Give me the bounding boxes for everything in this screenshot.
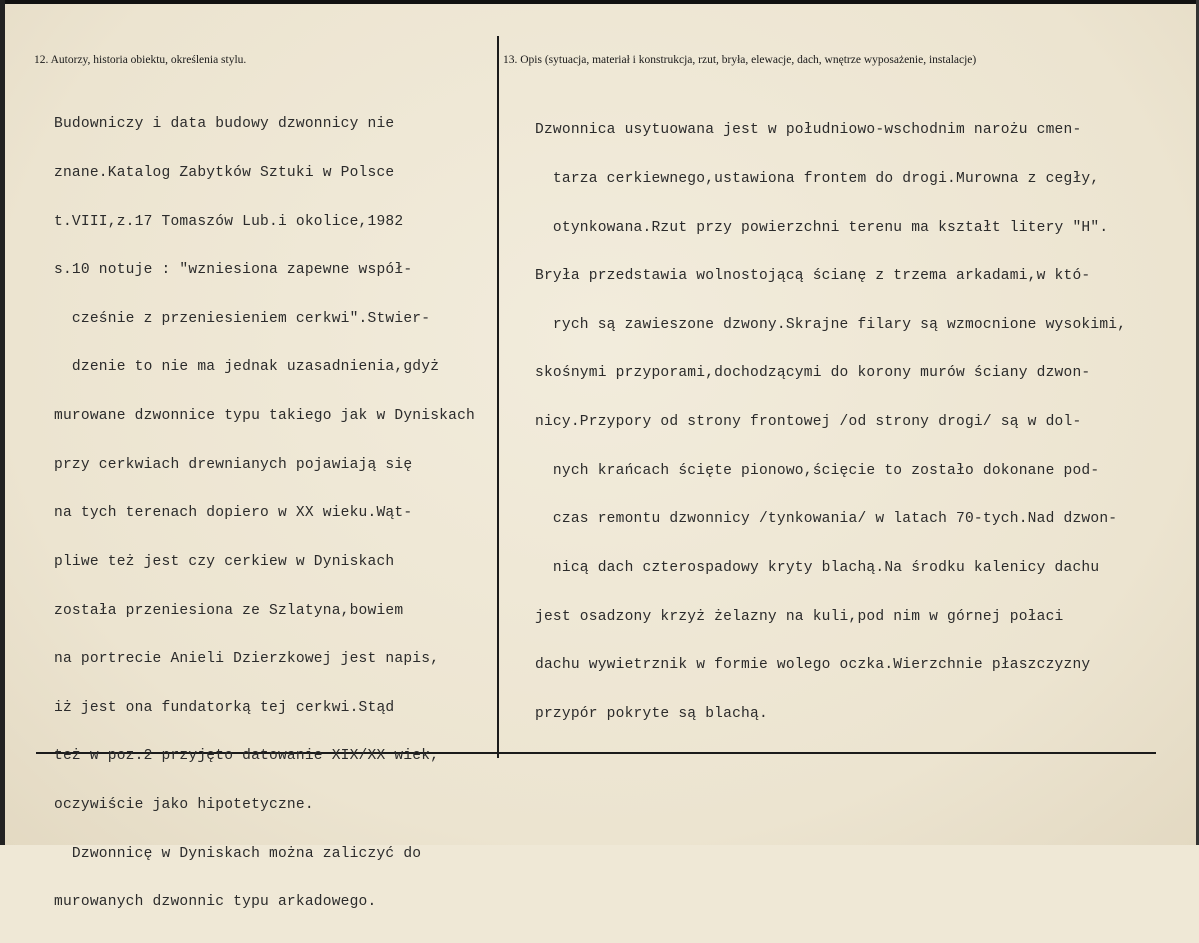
text-line: cześnie z przeniesieniem cerkwi".Stwier- [54,310,431,327]
text-line: s.10 notuje : "wzniesiona zapewne współ- [54,262,413,279]
text-line: skośnymi przyporami,dochodzącymi do korony murów ściany dzwon- [535,365,1091,382]
text-line: dachu wywietrznik w formie wolego oczka.Wierzchnie płaszczyzny [535,657,1091,674]
text-line: jest osadzony krzyż żelazny na kuli,pod nim w górnej połaci [535,608,1064,625]
text-line: tarza cerkiewnego,ustawiona frontem do drogi.Murowna z cegły, [535,171,1100,188]
text-line: Budowniczy i data budowy dzwonnicy nie [54,116,395,133]
text-line: murowane dzwonnice typu takiego jak w Dyniskach [54,408,476,425]
text-line: nicy.Przypory od strony frontowej /od strony drogi/ są w dol- [535,414,1082,431]
top-border [0,0,1199,4]
text-line: iż jest ona fundatorką tej cerkwi.Stąd [54,699,395,716]
section-12-text [54,84,475,943]
text-line: dzenie to nie ma jednak uzasadnienia,gdyż [54,359,440,376]
column-divider [497,36,499,758]
text-line: murowanych dzwonnic typu arkadowego. [54,894,377,911]
section-12-header: 12. Autorzy, historia obiektu, określenia stylu. [34,54,247,66]
text-line: pliwe też jest czy cerkiew w Dyniskach [54,553,395,570]
left-border [0,0,5,845]
section-13-text [535,90,1126,754]
text-line: znane.Katalog Zabytków Sztuki w Polsce [54,165,395,182]
text-line: t.VIII,z.17 Tomaszów Lub.i okolice,1982 [54,213,404,230]
text-line: otynkowana.Rzut przy powierzchni terenu ma kształt litery "H". [535,219,1109,236]
text-line: została przeniesiona ze Szlatyna,bowiem [54,602,404,619]
text-line: rych są zawieszone dzwony.Skrajne filary są wzmocnione wysokimi, [535,316,1127,333]
text-line: na tych terenach dopiero w XX wieku.Wąt- [54,505,413,522]
text-line: nicą dach czterospadowy kryty blachą.Na środku kalenicy dachu [535,559,1100,576]
text-line: oczywiście jako hipotetyczne. [54,796,314,813]
text-line: Dzwonnica usytuowana jest w południowo-wschodnim narożu cmen- [535,122,1082,139]
text-line: nych krańcach ścięte pionowo,ścięcie to zostało dokonane pod- [535,462,1100,479]
section-13-header: 13. Opis (sytuacja, materiał i konstrukcja, rzut, bryła, elewacje, dach, wnętrze wyposażenie, instalacje) [503,54,977,66]
text-line: przypór pokryte są blachą. [535,705,768,722]
text-line: też w poz.2 przyjęto datowanie XIX/XX wiek, [54,748,440,765]
text-line: Dzwonnicę w Dyniskach można zaliczyć do [54,845,422,862]
text-line: Bryła przedstawia wolnostojącą ścianę z trzema arkadami,w któ- [535,268,1091,285]
text-line: na portrecie Anieli Dzierzkowej jest napis, [54,651,440,668]
text-line: czas remontu dzwonnicy /tynkowania/ w latach 70-tych.Nad dzwon- [535,511,1118,528]
text-line: przy cerkwiach drewnianych pojawiają się [54,456,413,473]
